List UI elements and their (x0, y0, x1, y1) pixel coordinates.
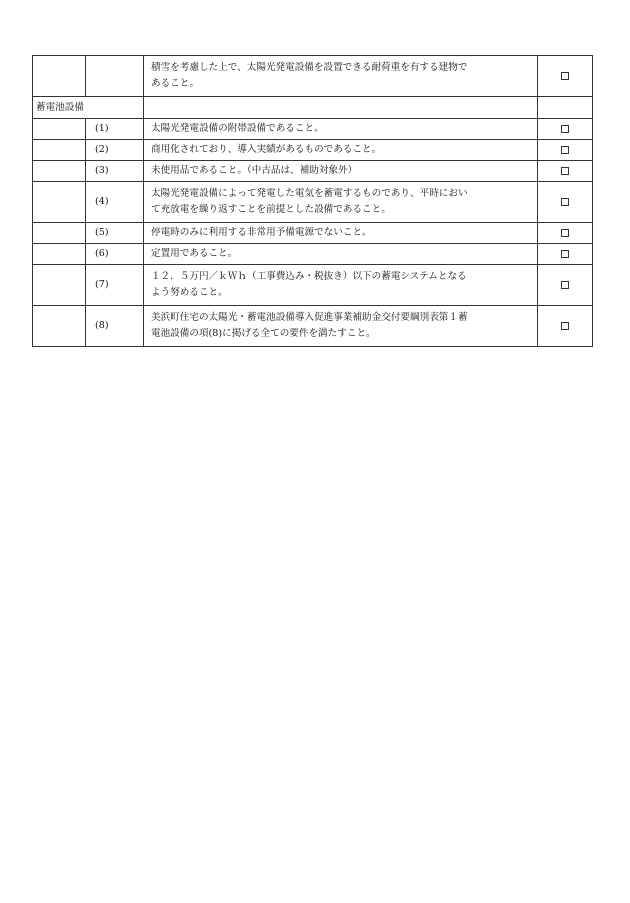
requirement-row (33, 244, 593, 265)
requirement-text (144, 223, 538, 244)
check-cell[interactable] (538, 119, 593, 140)
section-empty-cell (144, 97, 538, 119)
requirement-line: 商用化されており、導入実績があるものであること。 (151, 144, 382, 155)
requirement-text (144, 265, 538, 306)
requirement-line: あること。 (151, 78, 199, 89)
requirement-line: 太陽光発電設備の附帯設備であること。 (151, 123, 324, 134)
checkbox[interactable] (561, 250, 569, 258)
lead-cell (33, 161, 86, 182)
requirement-row (33, 119, 593, 140)
check-cell[interactable] (538, 265, 593, 306)
requirement-line: 美浜町住宅の太陽光・蓄電池設備導入促進事業補助金交付要綱別表第１蓄 (151, 312, 468, 323)
item-number: (4) (86, 182, 144, 223)
check-cell[interactable] (538, 244, 593, 265)
item-number: (8) (86, 306, 144, 347)
check-cell[interactable] (538, 56, 593, 97)
check-cell[interactable] (538, 140, 593, 161)
requirements-table (32, 55, 593, 347)
lead-cell (33, 223, 86, 244)
checkbox[interactable] (561, 125, 569, 133)
requirement-text (144, 140, 538, 161)
requirement-text (144, 161, 538, 182)
requirement-line: 未使用品であること。（中古品は、補助対象外） (151, 165, 358, 176)
requirement-text (144, 244, 538, 265)
section-row (33, 97, 593, 119)
requirement-text (144, 56, 538, 97)
requirement-text (144, 182, 538, 223)
checkbox[interactable] (561, 229, 569, 237)
requirement-row (33, 182, 593, 223)
requirement-line: 積雪を考慮した上で、太陽光発電設備を設置できる耐荷重を有する建物で (151, 62, 468, 73)
requirement-line: よう努めること。 (151, 287, 228, 298)
requirement-text (144, 119, 538, 140)
lead-cell (33, 140, 86, 161)
check-cell[interactable] (538, 223, 593, 244)
section-label: 蓄電池設備 (33, 97, 144, 119)
lead-cell (33, 306, 86, 347)
requirement-line: １２．５万円／ｋＷｈ（工事費込み・税抜き）以下の蓄電システムとなる (151, 271, 467, 282)
item-number: (3) (86, 161, 144, 182)
checkbox[interactable] (561, 322, 569, 330)
item-number: (7) (86, 265, 144, 306)
requirement-line: て充放電を繰り返すことを前提とした設備であること。 (151, 204, 391, 215)
requirement-row (33, 140, 593, 161)
requirement-row (33, 265, 593, 306)
checkbox[interactable] (561, 72, 569, 80)
check-cell[interactable] (538, 182, 593, 223)
requirement-line: 電池設備の項(8)に掲げる全ての要件を満たすこと。 (151, 328, 376, 339)
requirement-row (33, 223, 593, 244)
item-number: (1) (86, 119, 144, 140)
check-cell[interactable] (538, 161, 593, 182)
requirement-text (144, 306, 538, 347)
checkbox[interactable] (561, 198, 569, 206)
requirement-row (33, 161, 593, 182)
requirement-line: 停電時のみに利用する非常用予備電源でないこと。 (151, 227, 372, 238)
requirement-line: 定置用であること。 (151, 248, 238, 259)
item-number: (5) (86, 223, 144, 244)
check-cell[interactable] (538, 306, 593, 347)
checkbox[interactable] (561, 167, 569, 175)
lead-cell (33, 265, 86, 306)
lead-cell (33, 119, 86, 140)
checkbox[interactable] (561, 146, 569, 154)
lead-cell (33, 56, 86, 97)
item-number: (2) (86, 140, 144, 161)
requirement-row (33, 306, 593, 347)
requirement-row (33, 56, 593, 97)
checkbox[interactable] (561, 281, 569, 289)
requirement-line: 太陽光発電設備によって発電した電気を蓄電するものであり、平時におい (151, 188, 468, 199)
lead-cell (33, 182, 86, 223)
item-number: (6) (86, 244, 144, 265)
item-number (86, 56, 144, 97)
lead-cell (33, 244, 86, 265)
section-empty-check-cell (538, 97, 593, 119)
